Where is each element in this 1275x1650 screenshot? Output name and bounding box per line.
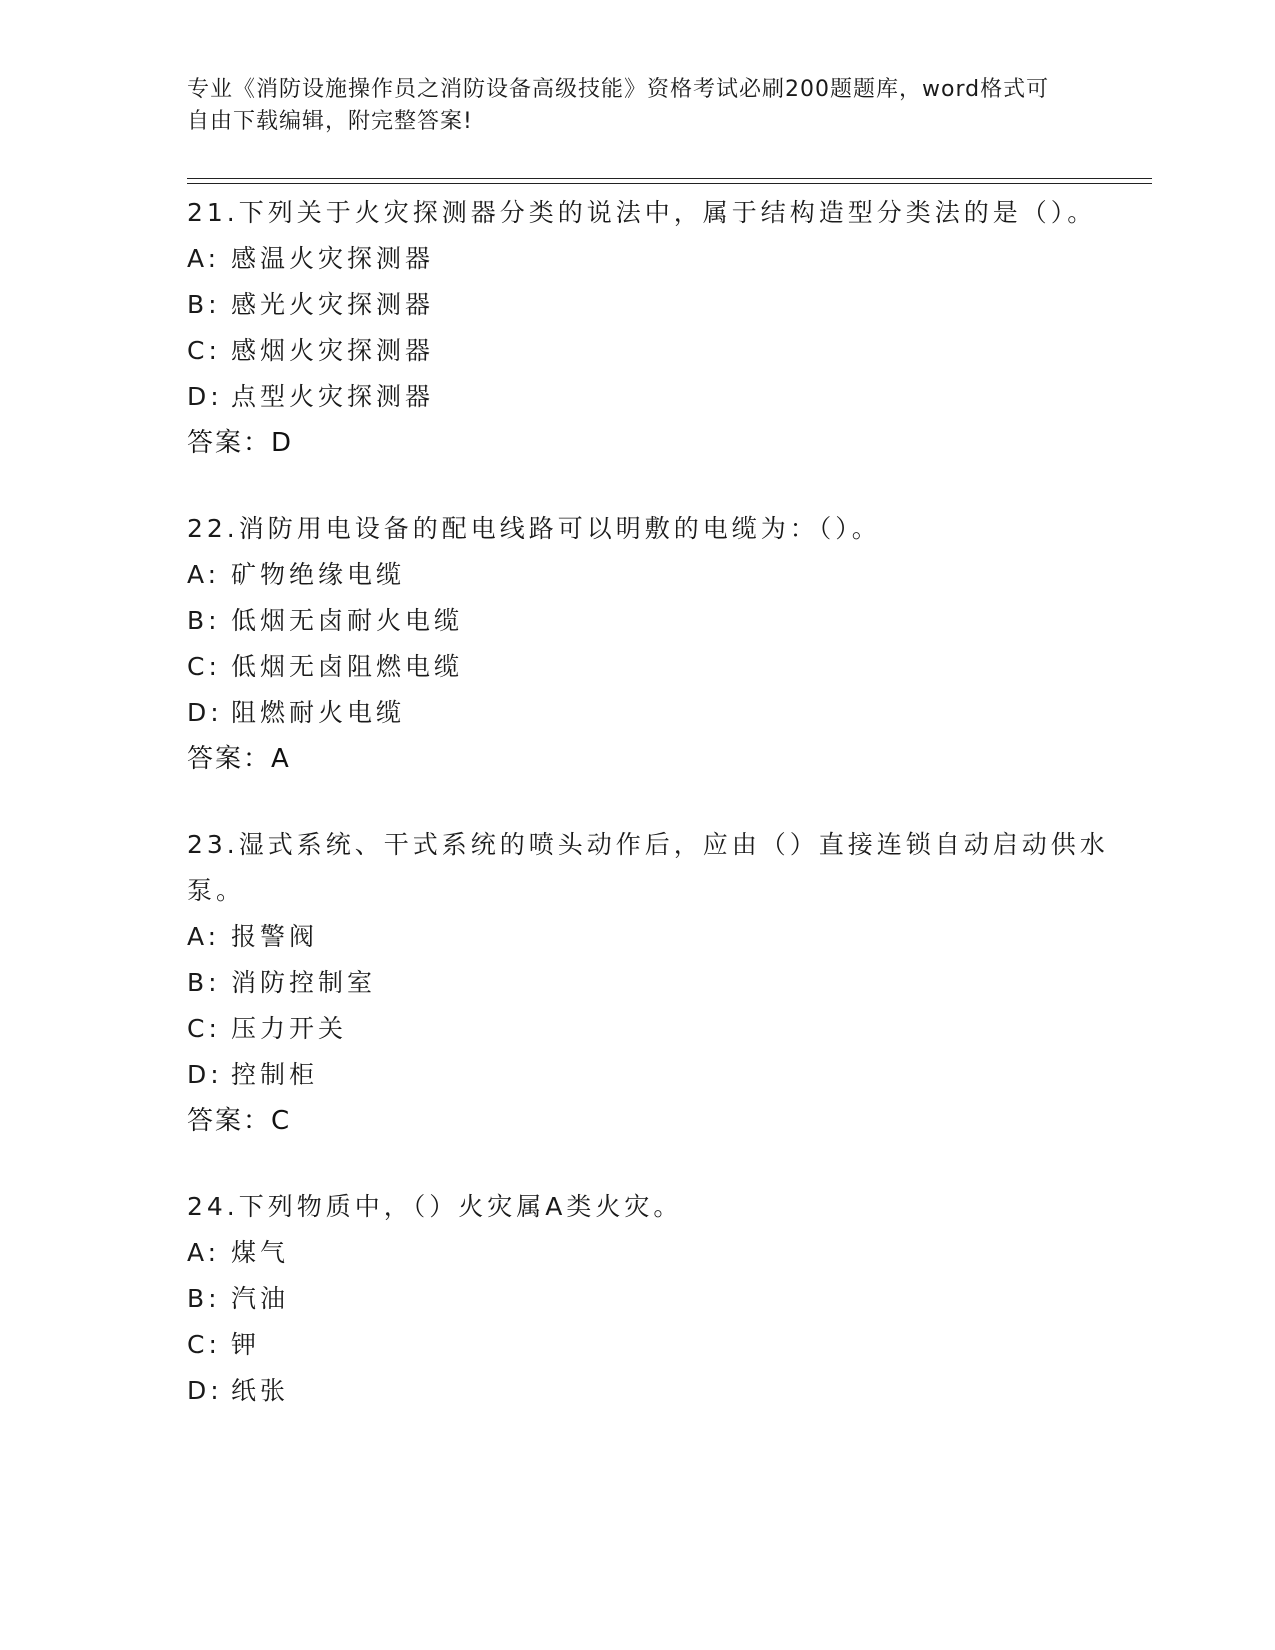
- option-b: [187, 598, 1117, 644]
- option-key: C:: [187, 1014, 221, 1043]
- option-key: D:: [187, 1376, 223, 1405]
- option-a: [187, 1230, 1117, 1276]
- option-text: 消防控制室: [231, 968, 377, 997]
- option-text: 压力开关: [231, 1014, 348, 1043]
- option-key: B:: [187, 1284, 221, 1313]
- option-text: 煤气: [231, 1238, 290, 1267]
- option-c: [187, 1006, 1117, 1052]
- option-text: 控制柜: [231, 1060, 319, 1089]
- option-key: A:: [187, 922, 221, 951]
- option-key: C:: [187, 1330, 221, 1359]
- option-a: [187, 552, 1117, 598]
- question-stem: 24.下列物质中，（）火灾属A类火灾。: [187, 1192, 683, 1221]
- option-list: [187, 914, 1117, 1098]
- option-text: 低烟无卤阻燃电缆: [231, 652, 464, 681]
- option-c: [187, 328, 1117, 374]
- option-b: [187, 960, 1117, 1006]
- question-24: [187, 1184, 1117, 1414]
- option-key: A:: [187, 1238, 221, 1267]
- option-list: [187, 1230, 1117, 1414]
- option-key: B:: [187, 968, 221, 997]
- option-text: 报警阀: [231, 922, 319, 951]
- option-key: B:: [187, 290, 221, 319]
- option-list: [187, 236, 1117, 420]
- option-key: C:: [187, 652, 221, 681]
- question-answer: 答案：A: [187, 744, 291, 774]
- option-a: [187, 914, 1117, 960]
- option-d: [187, 690, 1117, 736]
- option-text: 钾: [231, 1330, 261, 1359]
- option-text: 点型火灾探测器: [231, 382, 435, 411]
- option-text: 低烟无卤耐火电缆: [231, 606, 464, 635]
- option-key: A:: [187, 244, 221, 273]
- question-answer: 答案：C: [187, 1106, 292, 1136]
- option-a: [187, 236, 1117, 282]
- option-d: [187, 1368, 1117, 1414]
- option-key: C:: [187, 336, 221, 365]
- question-answer: 答案：D: [187, 428, 294, 458]
- question-list: [187, 190, 1117, 1454]
- option-key: B:: [187, 606, 221, 635]
- option-text: 矿物绝缘电缆: [231, 560, 406, 589]
- option-text: 纸张: [231, 1376, 290, 1405]
- question-22: [187, 506, 1117, 782]
- option-text: 感光火灾探测器: [231, 290, 435, 319]
- option-key: D:: [187, 1060, 223, 1089]
- option-text: 感温火灾探测器: [231, 244, 435, 273]
- option-key: D:: [187, 382, 223, 411]
- option-key: A:: [187, 560, 221, 589]
- question-stem: 21.下列关于火灾探测器分类的说法中，属于结构造型分类法的是（）。: [187, 198, 1097, 227]
- option-b: [187, 1276, 1117, 1322]
- document-header: 专业《消防设施操作员之消防设备高级技能》资格考试必刷200题题库，word格式可自由下载编辑，附完整答案!: [187, 77, 1050, 134]
- option-text: 阻燃耐火电缆: [231, 698, 406, 727]
- option-list: [187, 552, 1117, 736]
- question-21: [187, 190, 1117, 466]
- question-stem: 23.湿式系统、干式系统的喷头动作后，应由（）直接连锁自动启动供水泵。: [187, 830, 1109, 905]
- option-key: D:: [187, 698, 223, 727]
- option-c: [187, 1322, 1117, 1368]
- option-d: [187, 374, 1117, 420]
- option-text: 感烟火灾探测器: [231, 336, 435, 365]
- option-text: 汽油: [231, 1284, 290, 1313]
- header-divider-bottom: [187, 183, 1152, 184]
- question-23: [187, 822, 1117, 1144]
- question-stem: 22.消防用电设备的配电线路可以明敷的电缆为：（）。: [187, 514, 881, 543]
- header-divider-top: [187, 178, 1152, 179]
- option-b: [187, 282, 1117, 328]
- option-c: [187, 644, 1117, 690]
- option-d: [187, 1052, 1117, 1098]
